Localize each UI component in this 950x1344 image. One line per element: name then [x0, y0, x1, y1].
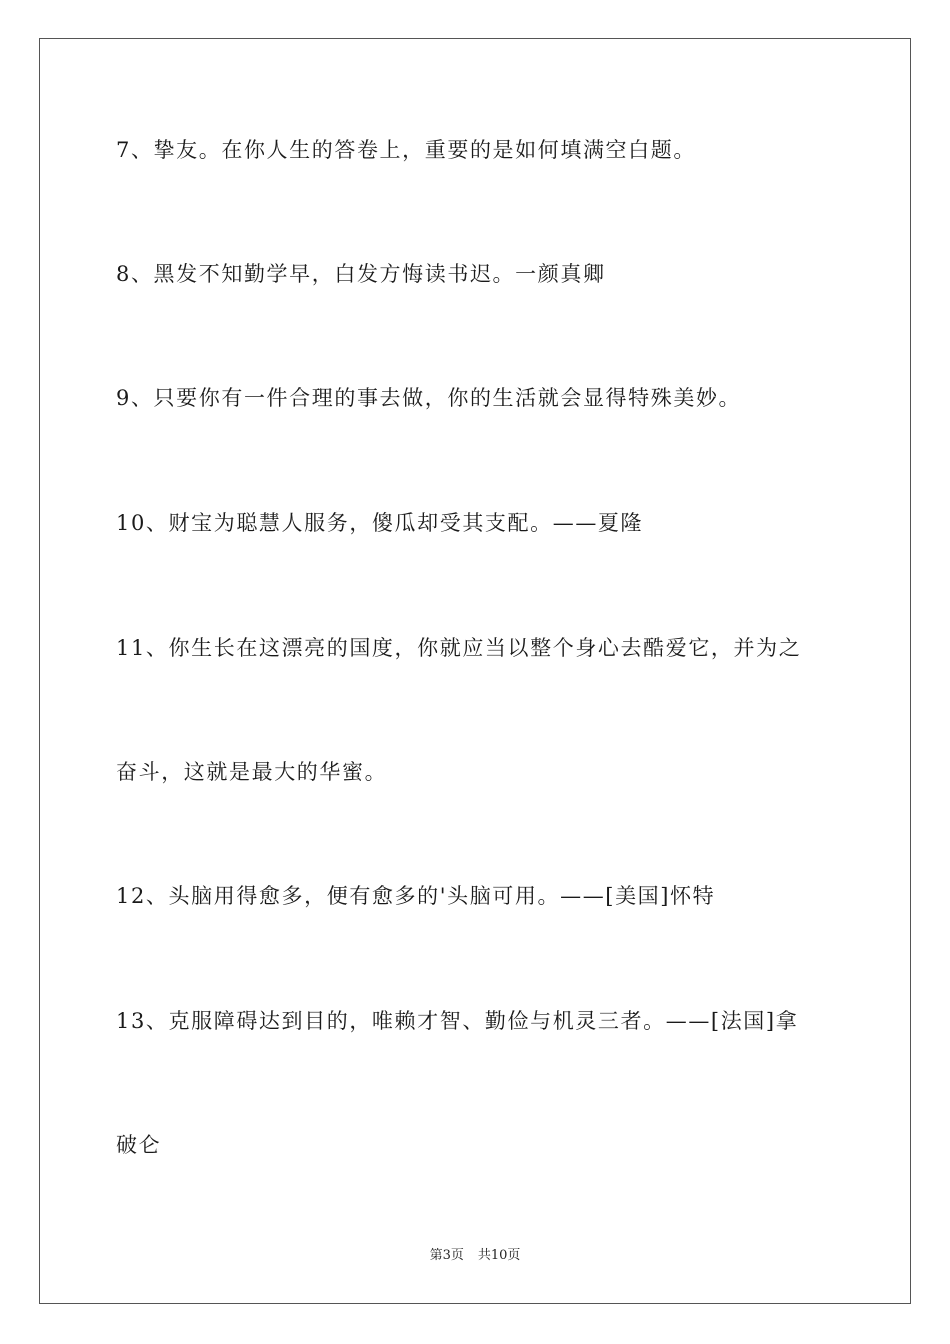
page-frame — [39, 38, 911, 1304]
text-line-8: 8、黑发不知勤学早，白发方悔读书迟。一颜真卿 — [116, 262, 606, 286]
text-line-13-cont: 破仑 — [116, 1133, 162, 1157]
text-line-10: 10、财宝为聪慧人服务，傻瓜却受其支配。——夏隆 — [116, 511, 644, 535]
text-line-11: 11、你生长在这漂亮的国度，你就应当以整个身心去酷爱它，并为之 — [116, 636, 802, 660]
text-line-11-cont: 奋斗，这就是最大的华蜜。 — [116, 760, 388, 784]
page-footer — [0, 1247, 950, 1265]
text-line-13: 13、克服障碍达到目的，唯赖才智、勤俭与机灵三者。——[法国]拿 — [116, 1009, 799, 1033]
text-line-7: 7、挚友。在你人生的答卷上，重要的是如何填满空白题。 — [116, 138, 696, 162]
text-line-9: 9、只要你有一件合理的事去做，你的生活就会显得特殊美妙。 — [116, 386, 742, 410]
text-line-12: 12、头脑用得愈多，便有愈多的'头脑可用。——[美国]怀特 — [116, 884, 716, 908]
page-total: 共10页 — [477, 1248, 521, 1263]
page-number: 第3页 — [429, 1248, 464, 1263]
